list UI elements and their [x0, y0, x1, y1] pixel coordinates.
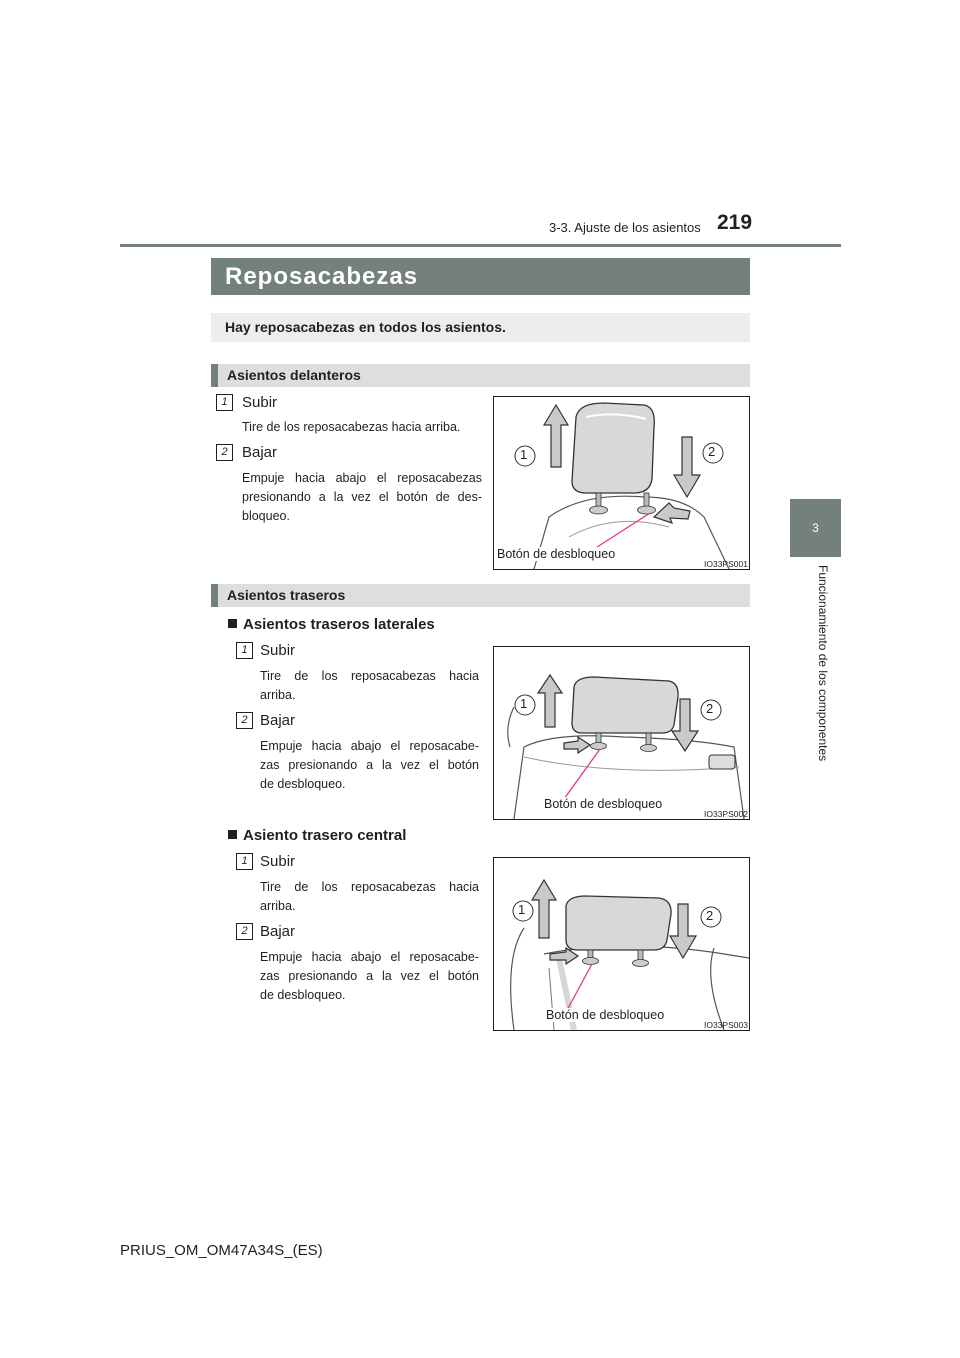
- step-number-badge: 2: [236, 923, 253, 940]
- release-button-label: Botón de desbloqueo: [546, 1008, 665, 1022]
- front-step2-title: Bajar: [242, 444, 278, 461]
- chapter-tab: 3: [790, 499, 841, 557]
- rear-central-step1-desc: Tire de los reposacabezas hacia arriba.: [260, 880, 479, 913]
- rear-central-title: Asiento trasero central: [228, 827, 406, 844]
- front-seats-header: Asientos delanteros: [211, 364, 750, 387]
- figure-code: IO33PS003: [704, 1020, 748, 1030]
- step-number-badge: 1: [236, 642, 253, 659]
- step-number-badge: 2: [236, 712, 253, 729]
- rear-lateral-step1-desc: Tire de los reposacabezas hacia arriba.: [260, 669, 479, 702]
- front-step2-desc: Empuje hacia abajo el reposacabezas presionando a la vez el botón de des- bloqueo.: [242, 471, 482, 523]
- front-step1-title: Subir: [242, 394, 278, 411]
- front-step1-desc: Tire de los reposacabezas hacia arriba.: [242, 420, 461, 434]
- figure-callout-number: 1: [520, 447, 528, 462]
- rear-lateral-headrest-figure: [493, 646, 750, 820]
- rear-lateral-title: Asientos traseros laterales: [228, 616, 435, 633]
- figure-callout-number: 2: [706, 701, 714, 716]
- front-headrest-figure: [493, 396, 750, 570]
- release-button-label: Botón de desbloqueo: [544, 797, 663, 811]
- document-code-footer: PRIUS_OM_OM47A34S_(ES): [120, 1242, 323, 1259]
- page-number: 219: [717, 211, 753, 234]
- header-rule: [120, 244, 841, 247]
- figure-callout-number: 1: [520, 696, 528, 711]
- figure-code: IO33PS001: [704, 559, 748, 569]
- rear-central-headrest-figure: [493, 857, 750, 1031]
- rear-lateral-step1-title: Subir: [260, 642, 296, 659]
- rear-lateral-headrest-illustration: [494, 647, 749, 819]
- bullet-square-icon: [228, 830, 237, 839]
- rear-central-step1-title: Subir: [260, 853, 296, 870]
- figure-code: IO33PS002: [704, 809, 748, 819]
- page-title: Reposacabezas: [211, 258, 750, 295]
- rear-lateral-step2-title: Bajar: [260, 712, 296, 729]
- intro-text: Hay reposacabezas en todos los asientos.: [211, 313, 750, 342]
- rear-central-step2-title: Bajar: [260, 923, 296, 940]
- section-header: 3-3. Ajuste de los asientos: [549, 220, 701, 235]
- step-number-badge: 2: [216, 444, 233, 461]
- rear-lateral-step2-desc: Empuje hacia abajo el reposacabe- zas presionando a la vez el botón de desbloqueo.: [260, 739, 479, 791]
- figure-callout-number: 1: [518, 902, 526, 917]
- bullet-square-icon: [228, 619, 237, 628]
- chapter-title-vertical: Funcionamiento de los componentes: [816, 565, 830, 762]
- release-button-label: Botón de desbloqueo: [497, 547, 616, 561]
- step-number-badge: 1: [236, 853, 253, 870]
- figure-callout-number: 2: [706, 908, 714, 923]
- rear-central-step2-desc: Empuje hacia abajo el reposacabe- zas presionando a la vez el botón de desbloqueo.: [260, 950, 479, 1002]
- step-number-badge: 1: [216, 394, 233, 411]
- figure-callout-number: 2: [708, 444, 716, 459]
- rear-central-headrest-illustration: [494, 858, 749, 1030]
- rear-seats-header: Asientos traseros: [211, 584, 750, 607]
- front-headrest-illustration: [494, 397, 749, 569]
